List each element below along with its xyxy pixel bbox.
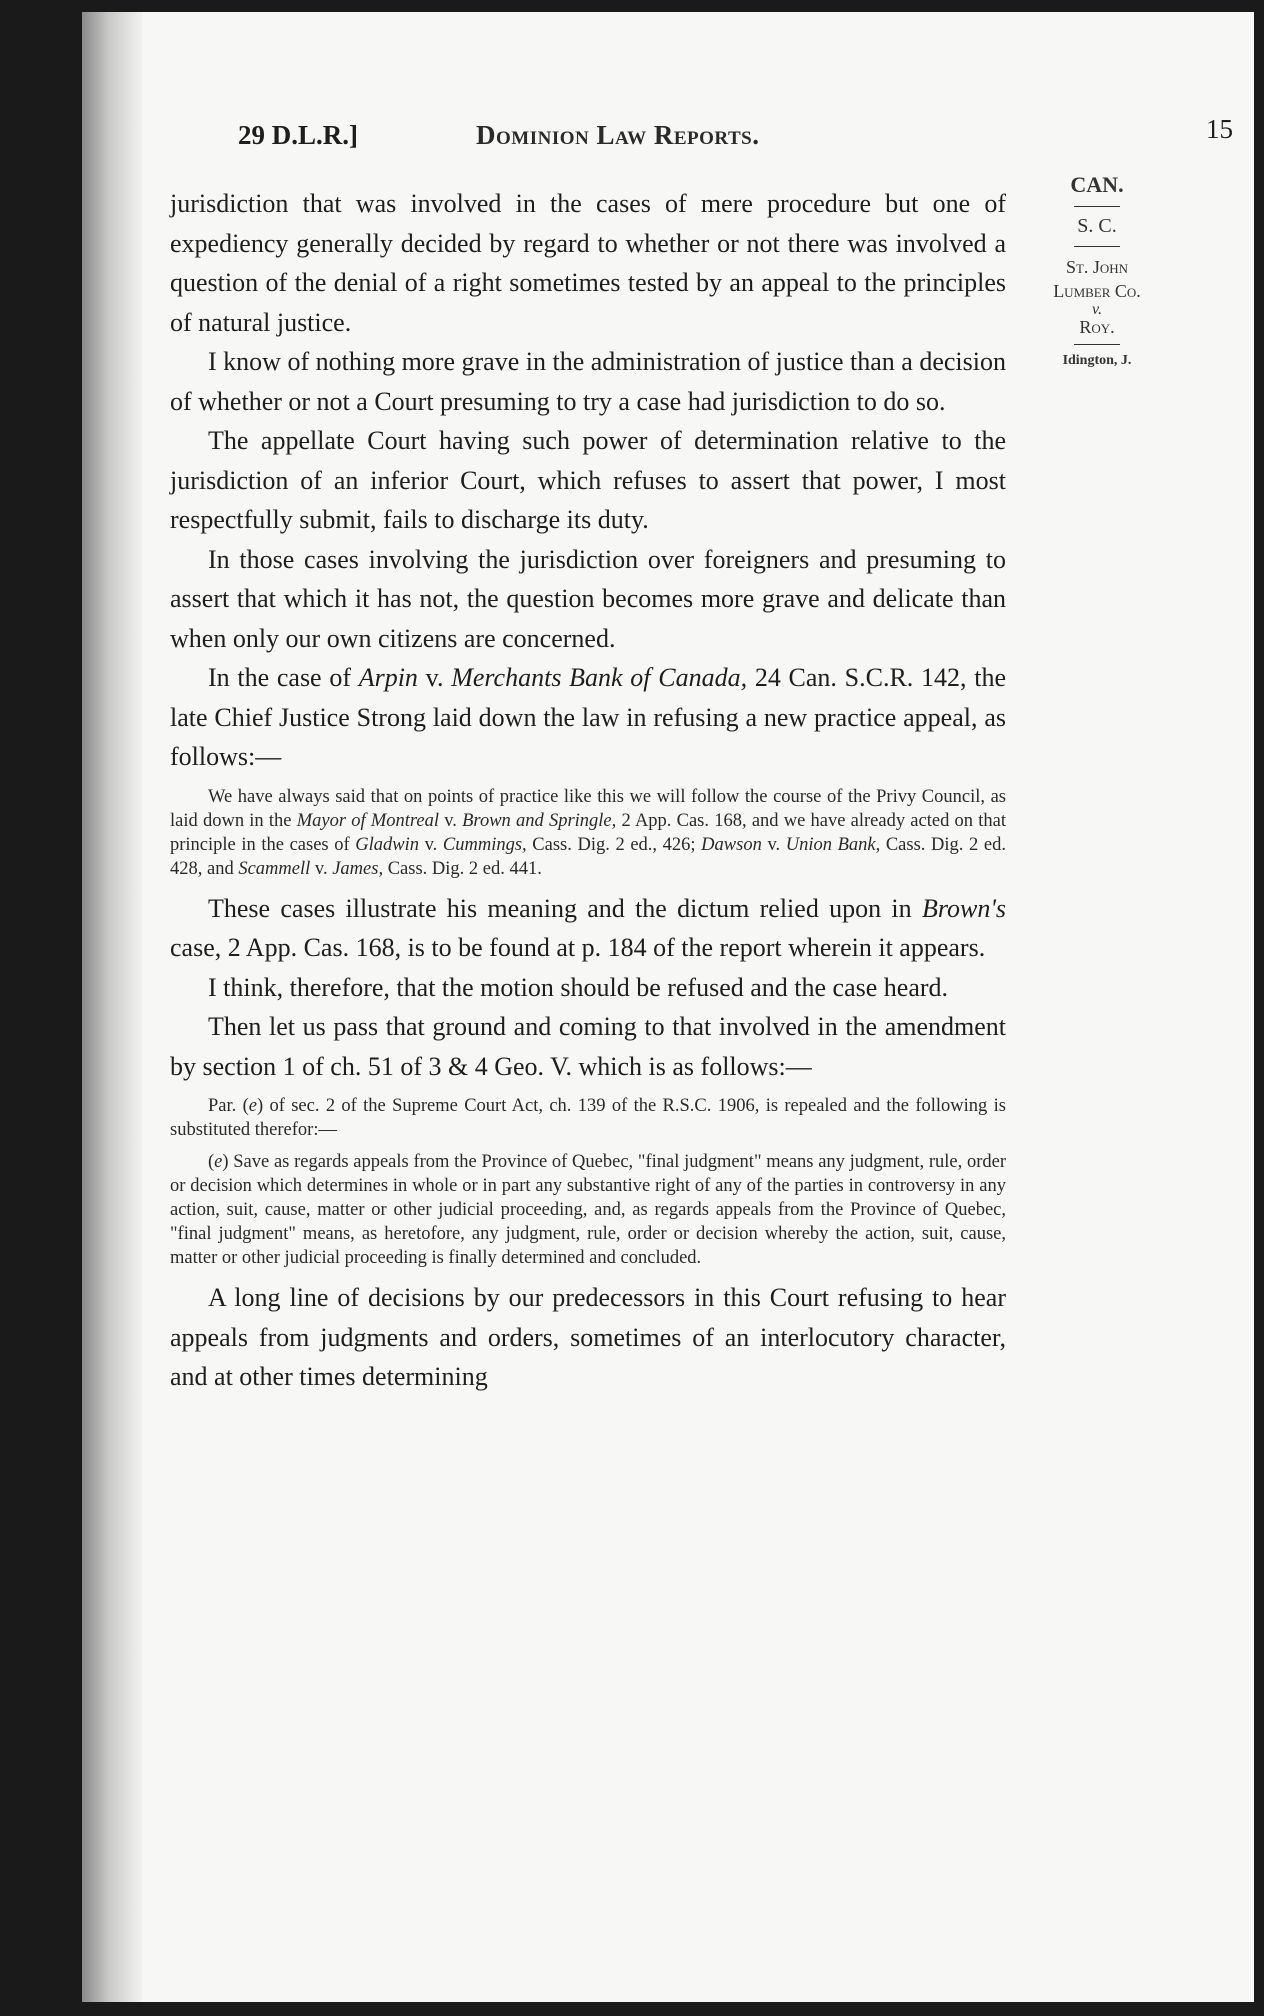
statute-quotation: Par. (e) of sec. 2 of the Supreme Court Act, ch. 139 of the R.S.C. 1906, is repealed and the following is substituted therefor:— <box>170 1096 1006 1140</box>
paragraph: I know of nothing more grave in the administration of justice than a decision of whether or not a Court presuming to try a case had jurisdiction to do so. <box>170 347 1006 416</box>
paragraph: These cases illustrate his meaning and the dictum relied upon in Brown's case, 2 App. Cas. 168, is to be found at p. 184 of the report wherein it appears. <box>170 893 1006 962</box>
statute-quotation: (e) Save as regards appeals from the Province of Quebec, "final judgment" means any judgment, rule, order or decision which determines in whole or in part any substantive right of any of the parties in controversy in any action, suit, cause, matter or other judicial proceeding, and, as regards appeals from the Province of Quebec, "final judgment" means, as heretofore, any judgment, rule, order or decision whereby the action, suit, cause, matter or other judicial proceeding is finally determined and concluded. <box>170 1152 1006 1268</box>
margin-divider <box>1074 246 1120 247</box>
margin-case-line2: Lumber Co. <box>1053 281 1141 301</box>
margin-divider <box>1074 344 1120 345</box>
paragraph: jurisdiction that was involved in the cases of mere procedure but one of expediency generally decided by regard to whether or not there was involved a question of the denial of a right sometimes tested by an appeal to the principles of natural justice. <box>170 189 1006 337</box>
paragraph: The appellate Court having such power of determination relative to the jurisdiction of an inferior Court, which refuses to assert that power, I most respectfully submit, fails to discharge its duty. <box>170 426 1006 534</box>
margin-versus: v. <box>1092 301 1102 318</box>
margin-division: S. C. <box>1077 215 1117 237</box>
paragraph: In the case of Arpin v. Merchants Bank of Canada, 24 Can. S.C.R. 142, the late Chief Justice Strong laid down the law in refusing a new practice appeal, as follows:— <box>170 663 1006 771</box>
running-title: Dominion Law Reports. <box>476 120 760 150</box>
volume-reference: 29 D.L.R.] <box>238 120 358 150</box>
margin-judge: Idington, J. <box>1062 353 1132 368</box>
margin-respondent: Roy. <box>1079 317 1115 337</box>
margin-notes <box>1002 172 1192 369</box>
margin-divider <box>1074 206 1120 207</box>
margin-case-line1: St. John <box>1065 257 1129 277</box>
document-page <box>82 12 1254 2002</box>
page-number: 15 <box>1206 114 1233 144</box>
margin-court: CAN. <box>1070 172 1124 197</box>
paragraph: I think, therefore, that the motion should be refused and the case heard. <box>208 972 949 1002</box>
body-text <box>170 184 1006 1397</box>
paragraph: A long line of decisions by our predecessors in this Court refusing to hear appeals from judgments and orders, sometimes of an interlocutory character, and at other times determining <box>170 1283 1006 1391</box>
paragraph: In those cases involving the jurisdiction over foreigners and presuming to assert that which it has not, the question becomes more grave and delicate than when only our own citizens are concerned. <box>170 544 1006 653</box>
block-quotation: We have always said that on points of practice like this we will follow the course of the Privy Council, as laid down in the Mayor of Montreal v. Brown and Springle, 2 App. Cas. 168, and we have already acted on that principle in the cases of Gladwin v. Cummings, Cass. Dig. 2 ed., 426; Dawson v. Union Bank, Cass. Dig. 2 ed. 428, and Scammell v. James, Cass. Dig. 2 ed. 441. <box>170 786 1006 879</box>
page-header <box>156 108 1254 148</box>
paragraph: Then let us pass that ground and coming to that involved in the amendment by section 1 of ch. 51 of 3 & 4 Geo. V. which is as follows:— <box>170 1012 1006 1081</box>
